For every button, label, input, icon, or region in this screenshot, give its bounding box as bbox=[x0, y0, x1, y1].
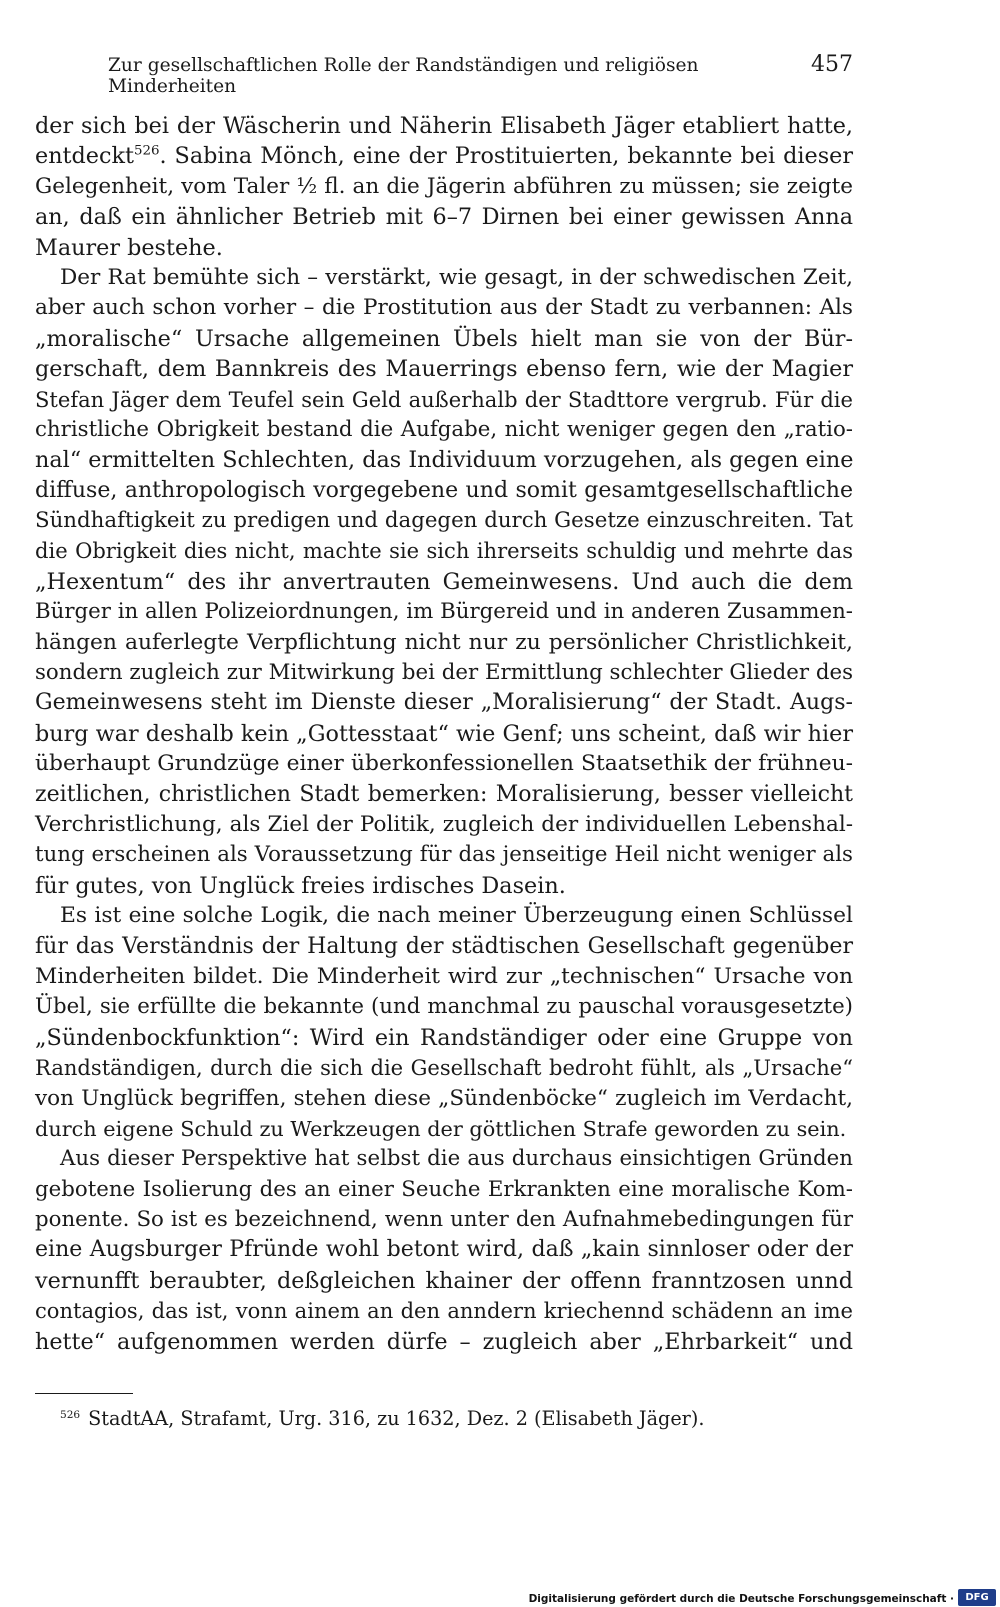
text-line: Sündhaftigkeit zu predigen und dagegen durch Gesetze einzuschreiten. Tat bbox=[35, 508, 853, 534]
footnote-reference: 526 bbox=[133, 143, 160, 159]
text-line: ponente. So ist es bezeichnend, wenn unter den Aufnahmebedingungen für bbox=[35, 1207, 853, 1233]
digitization-credit: Digitalisierung gefördert durch die Deutsche Forschungsgemeinschaft · bbox=[528, 1593, 954, 1605]
text-line: für gutes, von Unglück freies irdisches Dasein. bbox=[35, 872, 566, 899]
text-line: von Unglück begriffen, stehen diese „Sündenböcke“ zugleich im Verdacht, bbox=[35, 1085, 853, 1111]
text-line: Der Rat bemühte sich – verstärkt, wie gesagt, in der schwedischen Zeit, bbox=[60, 264, 853, 290]
text-line: der sich bei der Wäscherin und Näherin Elisabeth Jäger etabliert hatte, bbox=[35, 113, 853, 139]
text-line: nal“ ermittelten Schlechten, das Individuum vorzugehen, als gegen eine bbox=[35, 447, 854, 474]
text-line: diffuse, anthropologisch vorgegebene und somit gesamtgesellschaftliche bbox=[35, 477, 853, 503]
text-line: Bürger in allen Polizeiordnungen, im Bürgereid und in anderen Zusammen- bbox=[35, 599, 853, 625]
text-line: aber auch schon vorher – die Prostitution aus der Stadt zu verbannen: Als bbox=[35, 295, 853, 321]
footnote-number: 526 bbox=[60, 1408, 81, 1421]
text-line: Verchristlichung, als Ziel der Politik, zugleich der individuellen Lebenshal- bbox=[35, 811, 853, 837]
text-line: „Hexentum“ des ihr anvertrauten Gemeinwesens. Und auch die dem bbox=[35, 568, 853, 595]
page-number: 457 bbox=[811, 52, 853, 77]
text-line: eine Augsburger Pfründe wohl betont wird, daß „kain sinnloser oder der bbox=[35, 1237, 853, 1263]
text-line: sondern zugleich zur Mitwirkung bei der Ermittlung schlechter Glieder des bbox=[35, 660, 853, 686]
dfg-logo: DFG bbox=[958, 1589, 996, 1606]
footnote-divider bbox=[35, 1393, 133, 1394]
text-line: tung erscheinen als Voraussetzung für das jenseitige Heil nicht weniger als bbox=[35, 842, 853, 868]
text-line: Übel, sie erfüllte die bekannte (und manchmal zu pauschal vorausgesetzte) bbox=[35, 994, 853, 1020]
text-line: Gelegenheit, vom Taler ½ fl. an die Jägerin abführen zu müssen; sie zeigte bbox=[35, 173, 853, 199]
text-line: burg war deshalb kein „Gottesstaat“ wie Genf; uns scheint, daß wir hier bbox=[35, 720, 853, 747]
text-line: überhaupt Grundzüge einer überkonfessionellen Staatsethik der frühneu- bbox=[35, 751, 853, 777]
page-header bbox=[108, 52, 853, 97]
text-line: gebotene Isolierung des an einer Seuche Erkrankten eine moralische Kom- bbox=[35, 1176, 853, 1202]
text-line: die Obrigkeit dies nicht, machte sie sich ihrerseits schuldig und mehrte das bbox=[35, 538, 853, 564]
text-line: Maurer bestehe. bbox=[35, 234, 223, 261]
text-line: Stefan Jäger dem Teufel sein Geld außerhalb der Stadttore vergrub. Für die bbox=[35, 386, 853, 412]
text-line: hängen auferlegte Verpflichtung nicht nur zu persönlicher Christlichkeit, bbox=[35, 629, 853, 655]
text-line: „moralische“ Ursache allgemeinen Übels hielt man sie von der Bür- bbox=[35, 325, 853, 352]
text-line: Es ist eine solche Logik, die nach meiner Überzeugung einen Schlüssel bbox=[60, 903, 853, 929]
text-line: vernunfft beraubter, deßgleichen khainer der offenn franntzosen unnd bbox=[35, 1267, 853, 1294]
text-line: Aus dieser Perspektive hat selbst die aus durchaus einsichtigen Gründen bbox=[60, 1146, 853, 1172]
body-text bbox=[35, 111, 853, 1357]
footnote-text: StadtAA, Strafamt, Urg. 316, zu 1632, Dez. 2 (Elisabeth Jäger). bbox=[88, 1407, 705, 1430]
text-line: christliche Obrigkeit bestand die Aufgabe, nicht weniger gegen den „ratio- bbox=[35, 416, 853, 442]
text-line: entdeckt$^{526}$. Sabina Mönch, eine der Prostituierten, bekannte bei dieser bbox=[35, 143, 853, 170]
text-line: an, daß ein ähnlicher Betrieb mit 6–7 Dirnen bei einer gewissen Anna bbox=[35, 204, 853, 231]
text-line: hette“ aufgenommen werden dürfe – zugleich aber „Ehrbarkeit“ und bbox=[35, 1328, 853, 1355]
text-line: Minderheiten bildet. Die Minderheit wird zur „technischen“ Ursache von bbox=[35, 963, 853, 989]
text-line: Randständigen, durch die sich die Gesellschaft bedroht fühlt, als „Ursache“ bbox=[35, 1055, 853, 1081]
text-line: Gemeinwesens steht im Dienste dieser „Moralisierung“ der Stadt. Augs- bbox=[35, 690, 853, 716]
text-line: contagios, das ist, vonn ainem an den anndern kriechennd schädenn an ime bbox=[35, 1298, 853, 1324]
text-line: gerschaft, dem Bannkreis des Mauerrings ebenso fern, wie der Magier bbox=[35, 356, 853, 383]
text-line: zeitlichen, christlichen Stadt bemerken: Moralisierung, besser vielleicht bbox=[35, 781, 853, 807]
text-line: „Sündenbockfunktion“: Wird ein Randständiger oder eine Gruppe von bbox=[35, 1024, 853, 1051]
text-line: durch eigene Schuld zu Werkzeugen der göttlichen Strafe geworden zu sein. bbox=[35, 1116, 847, 1141]
footnote bbox=[60, 1407, 704, 1430]
running-title: Zur gesellschaftlichen Rolle der Randständigen und religiösen Minderheiten bbox=[108, 55, 699, 97]
text-line: für das Verständnis der Haltung der städtischen Gesellschaft gegenüber bbox=[35, 933, 853, 959]
